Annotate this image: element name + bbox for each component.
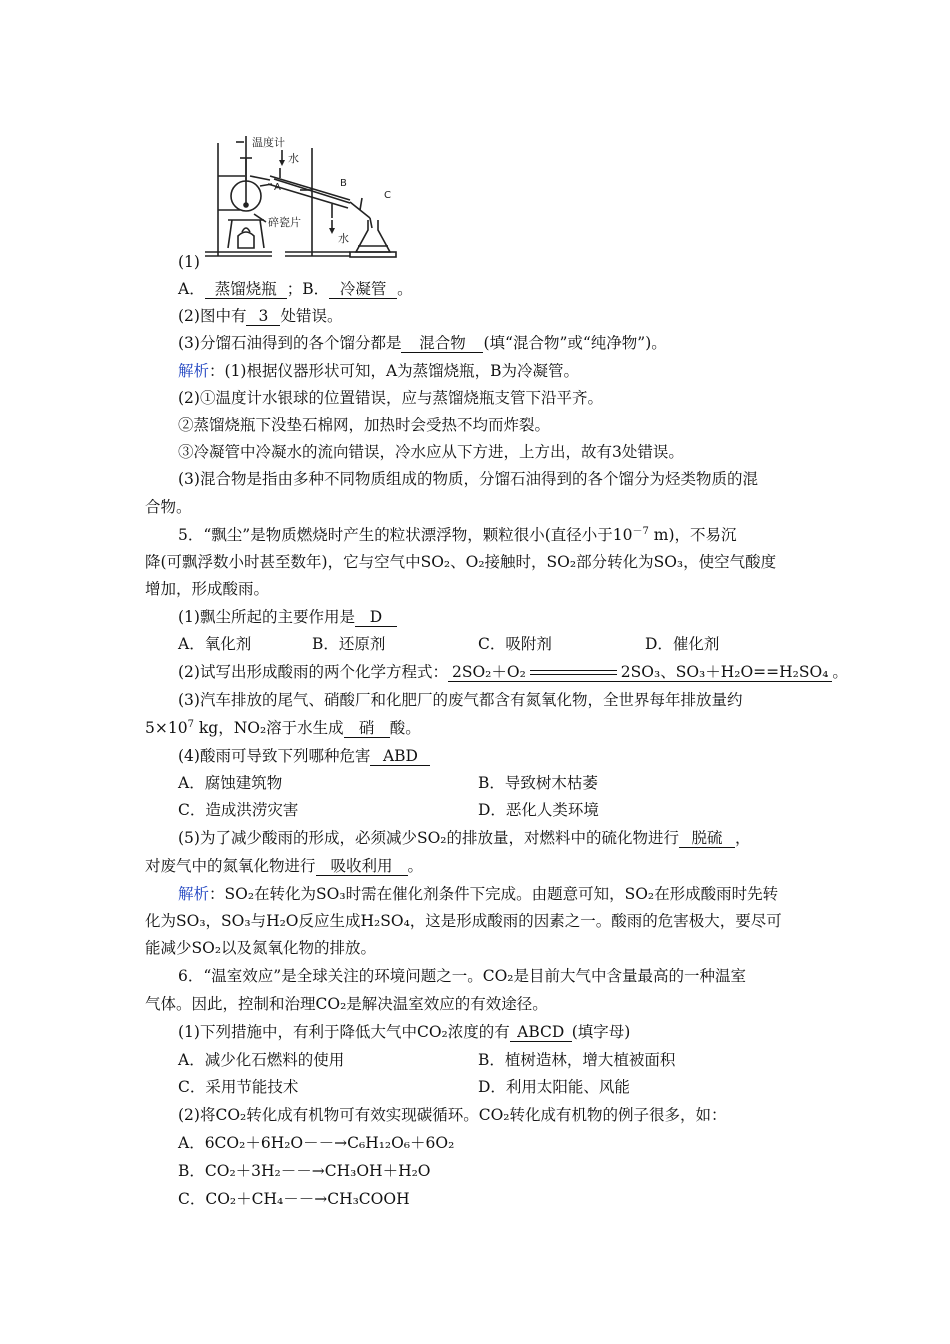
- q5-stem-2: 降(可飘浮数小时甚至数年)，它与空气中SO₂、O₂接触时，SO₂部分转化为SO₃，使空气酸度: [145, 553, 777, 571]
- q6-equation-b: B．CO₂＋3H₂－－→CH₃OH＋H₂O: [178, 1162, 431, 1180]
- q5-analysis-1: 解析：SO₂在转化为SO₃时需在催化剂条件下完成。由题意可知，SO₂在形成酸雨时先转: [178, 885, 779, 903]
- answer-blank-a: 蒸馏烧瓶: [205, 281, 287, 299]
- q5-analysis-3: 能减少SO₂以及氮氧化物的排放。: [145, 939, 377, 957]
- reaction-condition-line: [526, 665, 621, 681]
- label-a: A: [274, 182, 281, 193]
- q5-part4: (4)酸雨可导致下列哪种危害 ABD: [178, 746, 430, 766]
- answer-blank-acid: 硝: [344, 720, 390, 738]
- answer-blank-mixture: 混合物: [401, 335, 483, 353]
- distillation-apparatus-figure: [200, 128, 430, 263]
- analysis-label: 解析: [178, 362, 210, 380]
- answer-blank-measures: ABCD: [510, 1024, 572, 1042]
- label-c: C: [384, 190, 391, 201]
- q5-part3b: $5\times 10^7$ kg，NO₂溶于水生成 硝 酸。: [145, 719, 421, 737]
- q6-option-a: A．减少化石燃料的使用: [178, 1051, 345, 1069]
- q5-stem-1: 5．“飘尘”是物质燃烧时产生的粒状漂浮物，颗粒很小(直径小于$10^{-7}$ m)，不易沉: [178, 526, 737, 544]
- q5-part4-option-d: D．恶化人类环境: [478, 801, 599, 819]
- q5-part5b: 对废气中的氮氧化物进行 吸收利用 。: [145, 857, 424, 875]
- label-b: B: [340, 178, 347, 189]
- q6-equation-a: A．6CO₂＋6H₂O－－→C₆H₁₂O₆＋6O₂: [178, 1134, 455, 1152]
- analysis-label: 解析: [178, 885, 210, 903]
- q5-part2: (2)试写出形成酸雨的两个化学方程式： 2SO₂＋O₂ 2SO₃、SO₃＋H₂O==H₂SO₄ 。: [178, 663, 848, 681]
- q6-stem-1: 6．“温室效应”是全球关注的环境问题之一。CO₂是目前大气中含量最高的一种温室: [178, 967, 746, 985]
- label-thermometer: 温度计: [252, 136, 285, 149]
- q6-part1: (1)下列措施中，有利于降低大气中CO₂浓度的有 ABCD (填字母): [178, 1023, 631, 1041]
- q6-stem-2: 气体。因此，控制和治理CO₂是解决温室效应的有效途径。: [145, 995, 548, 1013]
- q5-part4-option-b: B．导致树木枯萎: [478, 774, 598, 792]
- q6-part2: (2)将CO₂转化成有机物可有效实现碳循环。CO₂转化成有机物的例子很多，如：: [178, 1106, 727, 1124]
- q4-analysis-5b: 合物。: [145, 498, 192, 516]
- answer-blank-harms: ABD: [370, 748, 430, 766]
- answer-blank-equations: 2SO₂＋O₂ 2SO₃、SO₃＋H₂O==H₂SO₄: [448, 664, 832, 682]
- label-water-out: 水: [338, 232, 349, 245]
- q5-option-d: D．催化剂: [645, 635, 720, 653]
- q6-option-d: D．利用太阳能、风能: [478, 1078, 630, 1096]
- label-water-in: 水: [288, 152, 299, 165]
- q5-part3a: (3)汽车排放的尾气、硝酸厂和化肥厂的废气都含有氮氧化物，全世界每年排放量约: [178, 691, 743, 709]
- q4-analysis-5a: (3)混合物是指由多种不同物质组成的物质，分馏石油得到的各个馏分为烃类物质的混: [178, 470, 758, 488]
- q5-part4-option-a: A．腐蚀建筑物: [178, 774, 283, 792]
- answer-blank-b: 冷凝管: [329, 281, 397, 299]
- q4-analysis-2: (2)①温度计水银球的位置错误，应与蒸馏烧瓶支管下沿平齐。: [178, 389, 603, 407]
- answer-blank-absorb: 吸收利用: [316, 858, 408, 876]
- q6-option-b: B．植树造林，增大植被面积: [478, 1051, 676, 1069]
- q5-part1: (1)飘尘所起的主要作用是 D: [178, 607, 397, 627]
- q5-option-c: C．吸附剂: [478, 635, 552, 653]
- answer-blank-role: D: [355, 609, 397, 627]
- q4-analysis-4: ③冷凝管中冷凝水的流向错误，冷水应从下方进，上方出，故有3处错误。: [178, 443, 684, 461]
- answer-blank-desulfurize: 脱硫: [679, 830, 735, 848]
- answer-blank-count: 3: [246, 308, 280, 326]
- q6-option-c: C．采用节能技术: [178, 1078, 299, 1096]
- q5-stem-3: 增加，形成酸雨。: [145, 580, 270, 598]
- q4-part1-number: (1): [178, 253, 200, 271]
- q4-analysis-1: 解析：(1)根据仪器形状可知，A为蒸馏烧瓶，B为冷凝管。: [178, 362, 580, 380]
- q4-part1-answers: A． 蒸馏烧瓶 ；B． 冷凝管 。: [178, 280, 413, 298]
- label-chips: 碎瓷片: [268, 216, 301, 229]
- q5-option-b: B．还原剂: [312, 635, 386, 653]
- q5-option-a: A．氧化剂: [178, 635, 252, 653]
- q6-equation-c: C．CO₂＋CH₄－－→CH₃COOH: [178, 1190, 410, 1208]
- q4-part3: (3)分馏石油得到的各个馏分都是 混合物 (填“混合物”或“纯净物”)。: [178, 334, 667, 352]
- q4-analysis-3: ②蒸馏烧瓶下没垫石棉网，加热时会受热不均而炸裂。: [178, 416, 551, 434]
- q5-analysis-2: 化为SO₃，SO₃与H₂O反应生成H₂SO₄，这是形成酸雨的因素之一。酸雨的危害极大，要尽可: [145, 912, 782, 930]
- q4-part2: (2)图中有 3 处错误。: [178, 307, 343, 325]
- q5-part5a: (5)为了减少酸雨的形成，必须减少SO₂的排放量，对燃料中的硫化物进行 脱硫 ，: [178, 829, 751, 847]
- q5-part4-option-c: C．造成洪涝灾害: [178, 801, 299, 819]
